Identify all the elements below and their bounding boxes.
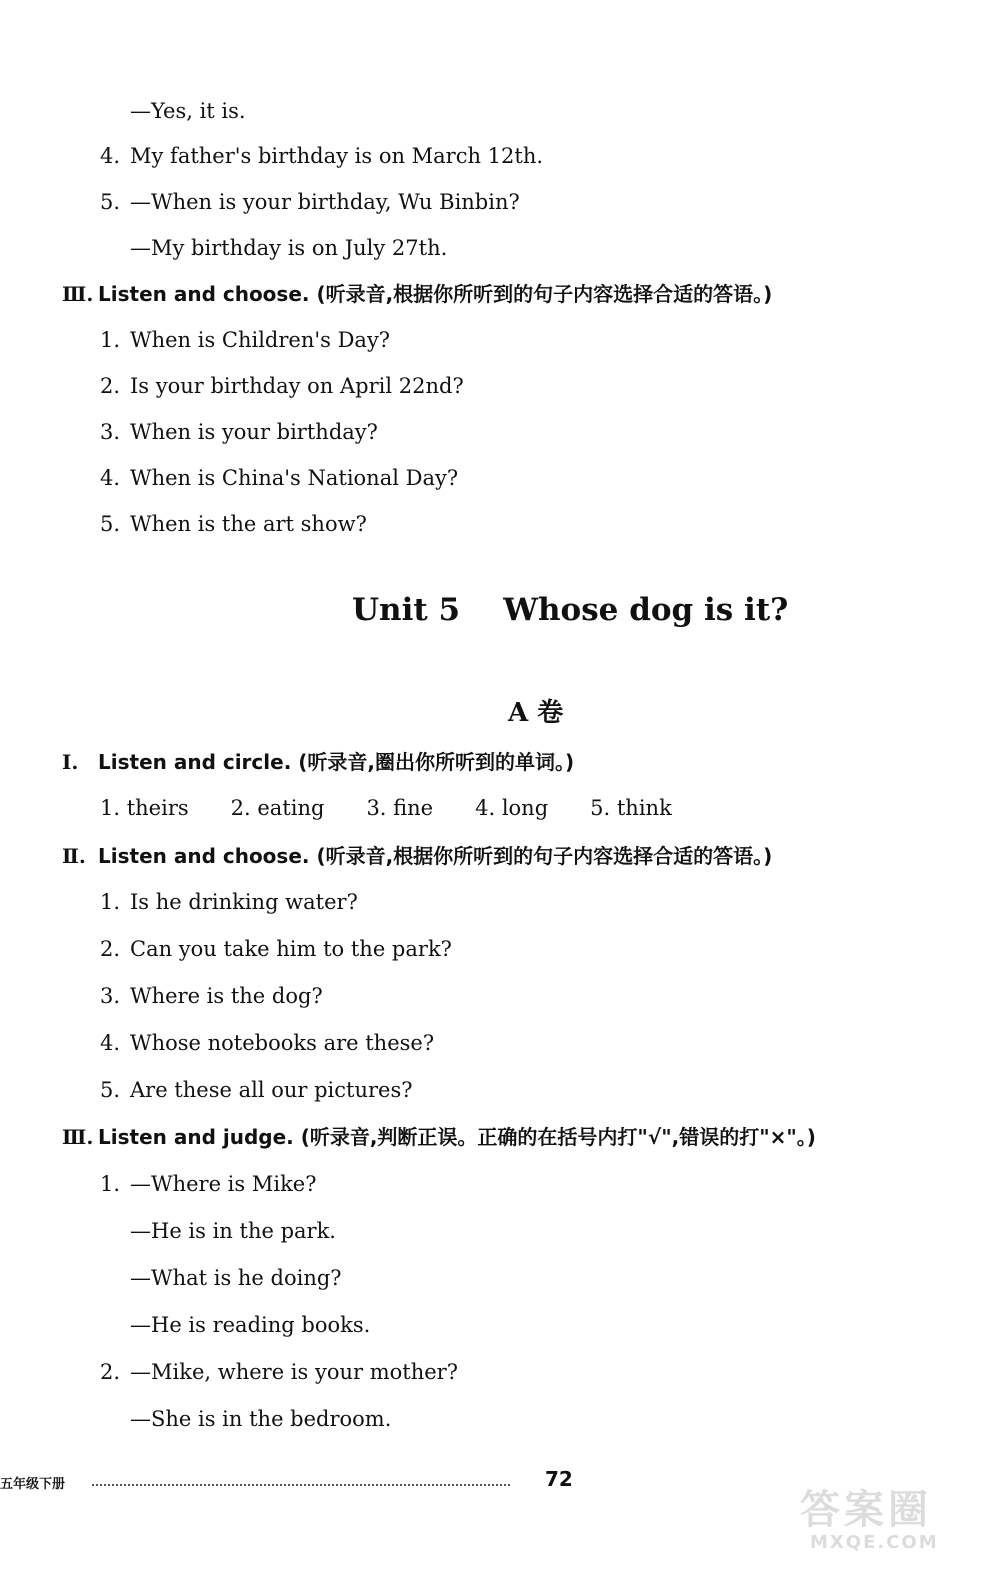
item-text: When is the art show? bbox=[130, 512, 367, 536]
section-heading-text: Listen and choose. (听录音,根据你所听到的句子内容选择合适的答语。) bbox=[98, 282, 773, 306]
item-text: Is your birthday on April 22nd? bbox=[130, 374, 464, 398]
item-number: 1. bbox=[100, 890, 121, 914]
item-number: 1. bbox=[100, 328, 121, 352]
watermark bbox=[790, 1478, 985, 1558]
word-item: 5. think bbox=[590, 796, 672, 820]
item-number: 4. bbox=[100, 144, 121, 168]
section-heading-text: Listen and circle. (听录音,圈出你所听到的单词。) bbox=[98, 750, 575, 774]
item-text: When is China's National Day? bbox=[130, 466, 459, 490]
item-number: 4. bbox=[100, 1031, 121, 1055]
item-number: 3. bbox=[100, 420, 121, 444]
watermark-logo-text: 答案圈 bbox=[800, 1487, 932, 1533]
watermark-url: MXQE.COM bbox=[810, 1532, 939, 1553]
dialogue-line: —She is in the bedroom. bbox=[130, 1407, 392, 1431]
item-number: 2. bbox=[100, 1360, 121, 1384]
list-item bbox=[100, 326, 390, 354]
item-text: Where is the dog? bbox=[130, 984, 323, 1008]
footer-label: 五年级下册 bbox=[0, 1477, 66, 1492]
section-heading-text: Listen and choose. (听录音,根据你所听到的句子内容选择合适的答语。) bbox=[98, 844, 773, 868]
item-text: My father's birthday is on March 12th. bbox=[130, 144, 544, 168]
section-roman: Ⅰ. bbox=[62, 750, 79, 774]
list-item bbox=[100, 142, 543, 170]
item-number: 2. bbox=[100, 937, 121, 961]
item-text: Whose notebooks are these? bbox=[130, 1031, 435, 1055]
item-text: When is Children's Day? bbox=[130, 328, 391, 352]
item-number: 3. bbox=[100, 984, 121, 1008]
dialogue-line: —What is he doing? bbox=[130, 1266, 342, 1290]
word-item: 4. long bbox=[475, 796, 549, 820]
footer-divider bbox=[92, 1484, 510, 1486]
unit-subtitle: A 卷 bbox=[508, 698, 564, 728]
item-number: 1. bbox=[100, 1172, 121, 1196]
dialogue-line: —He is in the park. bbox=[130, 1219, 336, 1243]
dialogue-line: —Where is Mike? bbox=[130, 1172, 317, 1196]
list-item bbox=[100, 418, 378, 446]
item-text: Can you take him to the park? bbox=[130, 937, 452, 961]
item-text: —When is your birthday, Wu Binbin? bbox=[130, 190, 520, 214]
section-heading bbox=[62, 748, 574, 776]
unit-title: Unit 5 Whose dog is it? bbox=[352, 592, 789, 628]
dialogue-line: —Yes, it is. bbox=[130, 99, 246, 123]
item-text: When is your birthday? bbox=[130, 420, 378, 444]
list-item bbox=[100, 464, 458, 492]
word-list bbox=[100, 794, 714, 822]
word-item: 2. eating bbox=[230, 796, 325, 820]
item-number: 5. bbox=[100, 190, 121, 214]
section-heading bbox=[62, 842, 772, 870]
dialogue-line: —My birthday is on July 27th. bbox=[130, 236, 448, 260]
word-item: 3. fine bbox=[366, 796, 434, 820]
section-roman: Ⅱ. bbox=[62, 844, 86, 868]
list-item bbox=[100, 888, 358, 916]
dialogue-line: —He is reading books. bbox=[130, 1313, 371, 1337]
list-item bbox=[100, 188, 520, 216]
page-number: 72 bbox=[545, 1467, 573, 1491]
list-item bbox=[100, 982, 323, 1010]
list-item bbox=[100, 935, 452, 963]
dialogue-line: —Mike, where is your mother? bbox=[130, 1360, 458, 1384]
item-text: Are these all our pictures? bbox=[130, 1078, 413, 1102]
section-roman: Ⅲ. bbox=[62, 282, 94, 306]
item-number: 4. bbox=[100, 466, 121, 490]
item-text: Is he drinking water? bbox=[130, 890, 358, 914]
list-item bbox=[100, 1358, 458, 1386]
word-item: 1. theirs bbox=[100, 796, 189, 820]
list-item bbox=[100, 510, 367, 538]
list-item bbox=[100, 1170, 316, 1198]
list-item bbox=[100, 1076, 412, 1104]
list-item bbox=[100, 372, 464, 400]
section-roman: Ⅲ. bbox=[62, 1125, 94, 1149]
section-heading-text: Listen and judge. (听录音,判断正误。正确的在括号内打"√",错误的打"×"。) bbox=[98, 1125, 816, 1149]
item-number: 5. bbox=[100, 1078, 121, 1102]
section-heading bbox=[62, 1123, 816, 1151]
item-number: 2. bbox=[100, 374, 121, 398]
section-heading bbox=[62, 280, 772, 308]
item-number: 5. bbox=[100, 512, 121, 536]
list-item bbox=[100, 1029, 434, 1057]
